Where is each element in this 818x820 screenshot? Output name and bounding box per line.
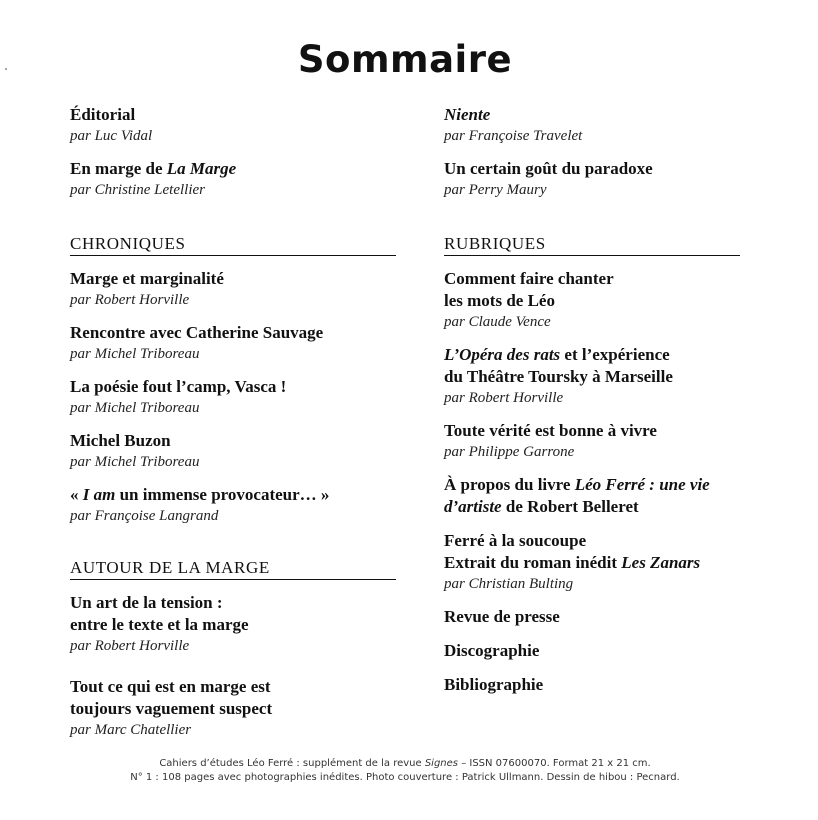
section-heading-rubriques: RUBRIQUES [444,234,740,256]
entry-author: par Claude Vence [444,314,551,330]
entry-author: par Michel Triboreau [70,346,200,362]
entry-title: L’Opéra des rats et l’expérience du Théâtre Toursky à Marseille [444,345,673,386]
entry-title: Un art de la tension : entre le texte et la marge [70,593,249,634]
toc-entry[interactable] [70,430,396,472]
entry-author: par Robert Horville [70,638,190,654]
section-heading-chroniques: CHRONIQUES [70,234,396,256]
toc-entry[interactable] [70,676,396,740]
page-title: Sommaire [297,38,513,81]
left-column [70,104,396,752]
entry-author: par Philippe Garrone [444,444,575,460]
entry-title: Niente [444,105,491,124]
toc-entry[interactable] [70,158,396,200]
toc-entry[interactable] [444,674,740,696]
footer-line-1: Cahiers d’études Léo Ferré : supplément de la revue Signes – ISSN 07600070. Format 21 x 21 cm. [159,758,651,769]
toc-entry[interactable] [444,530,740,594]
entry-title: Toute vérité est bonne à vivre [444,421,657,440]
entry-title: Marge et marginalité [70,269,224,288]
entry-title: Discographie [444,641,540,660]
toc-entry[interactable] [444,640,740,662]
entry-title: La poésie fout l’camp, Vasca ! [70,377,287,396]
entry-title: Éditorial [70,105,136,124]
entry-title: Ferré à la soucoupe Extrait du roman inédit Les Zanars [444,531,701,572]
toc-entry[interactable] [70,268,396,310]
toc-entry[interactable] [444,606,740,628]
toc-entry[interactable] [444,474,740,518]
entry-title: « I am un immense provocateur… » [70,485,330,504]
entry-author: par Christian Bulting [444,576,574,592]
toc-entry[interactable] [444,344,740,408]
toc-entry[interactable] [70,376,396,418]
entry-title: Revue de presse [444,607,560,626]
entry-title: Un certain goût du paradoxe [444,159,653,178]
entry-title: À propos du livre Léo Ferré : une vie d’artiste de Robert Belleret [444,475,710,516]
entry-title: Tout ce qui est en marge est toujours vaguement suspect [70,677,273,718]
toc-entry[interactable] [70,484,396,526]
toc-entry[interactable] [70,104,396,146]
toc-entry[interactable] [70,592,396,656]
entry-title: Michel Buzon [70,431,171,450]
entry-title: Bibliographie [444,675,544,694]
footer-line-2: N° 1 : 108 pages avec photographies inédites. Photo couverture : Patrick Ullmann. Dessin de hibou : Pecnard. [130,772,680,783]
entry-title: Rencontre avec Catherine Sauvage [70,323,324,342]
entry-author: par Françoise Langrand [70,508,219,524]
entry-author: par Perry Maury [444,182,547,198]
entry-title: En marge de La Marge [70,159,237,178]
entry-author: par Christine Letellier [70,182,205,198]
entry-author: par Marc Chatellier [70,722,192,738]
entry-author: par Françoise Travelet [444,128,583,144]
entry-title: Comment faire chanter les mots de Léo [444,269,614,310]
toc-entry[interactable] [444,158,740,200]
entry-author: par Michel Triboreau [70,454,200,470]
right-column [444,104,740,708]
entry-author: par Michel Triboreau [70,400,200,416]
toc-entry[interactable] [444,104,740,146]
entry-author: par Luc Vidal [70,128,153,144]
entry-author: par Robert Horville [444,390,564,406]
toc-entry[interactable] [444,268,740,332]
toc-entry[interactable] [70,322,396,364]
entry-author: par Robert Horville [70,292,190,308]
toc-entry[interactable] [444,420,740,462]
section-heading-autour: AUTOUR DE LA MARGE [70,558,396,580]
